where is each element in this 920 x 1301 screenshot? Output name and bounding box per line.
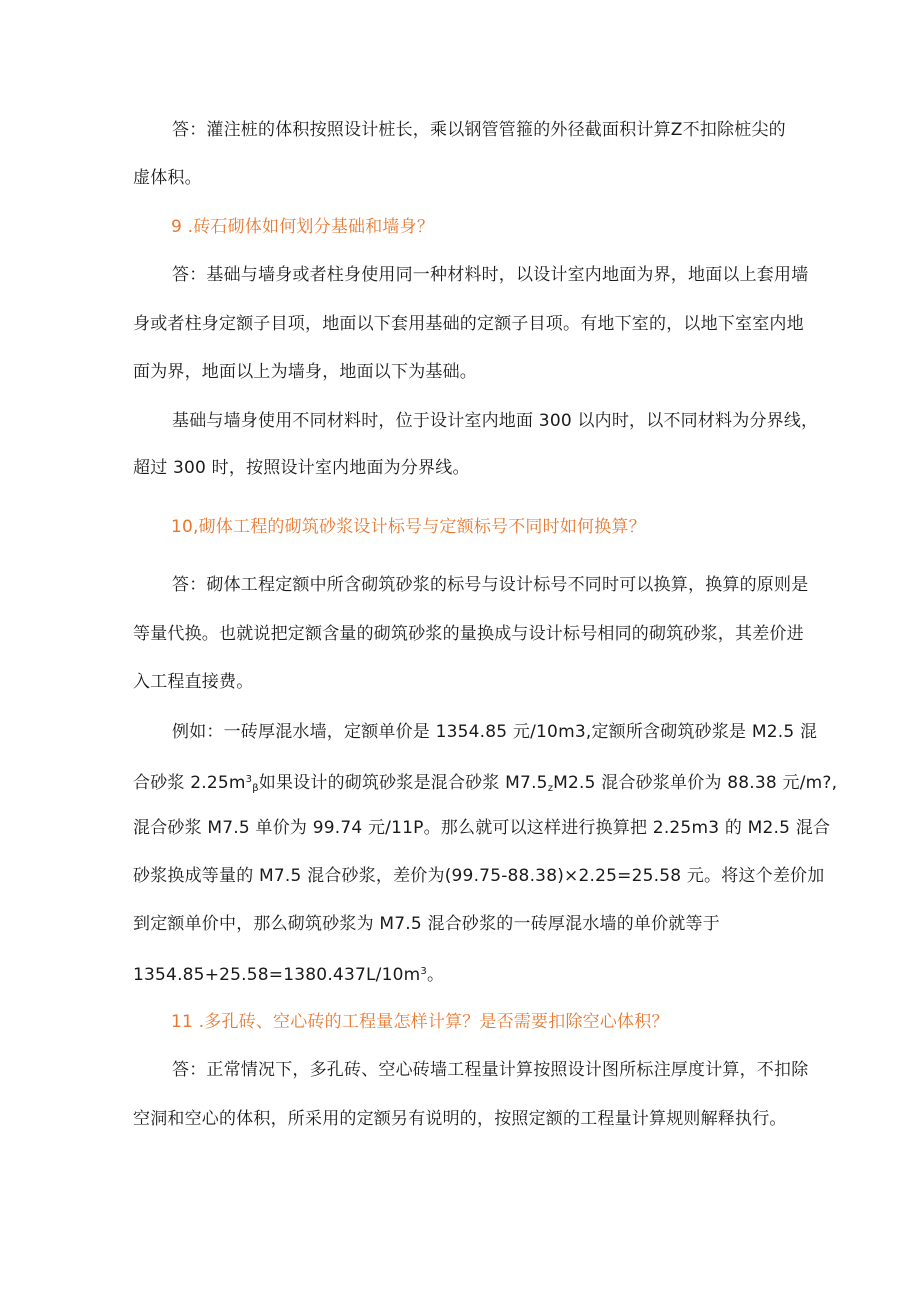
example-line-2-subscript-z: z [547,783,554,794]
example-line-2-superscript: 3 [245,774,253,785]
example-line-6 [133,960,444,987]
example-line-3: 混合砂浆 M7.5 单价为 99.74 元/11P。那么就可以这样进行换算把 2.25m3 的 M2.5 混合 [133,818,831,838]
example-line-6-part-b: 。 [426,965,445,985]
answer-9b-line-1: 基础与墙身使用不同材料时，位于设计室内地面 300 以内时，以不同材料为分界线， [172,411,819,431]
example-line-2-subscript: β [252,783,259,794]
example-line-6-part-a: 1354.85+25.58=1380.437L/10m [133,965,421,985]
answer-9b-line-2: 超过 300 时，按照设计室内地面为分界线。 [133,458,470,478]
answer-8-line-1: 答：灌注桩的体积按照设计桩长，乘以钢管管箍的外径截面积计算Z不扣除桩尖的 [172,120,786,140]
answer-8-line-2: 虚体积。 [133,168,202,188]
answer-10-line-1: 答：砌体工程定额中所含砌筑砂浆的标号与设计标号不同时可以换算，换算的原则是 [172,575,809,595]
question-11-heading: 11 .多孔砖、空心砖的工程量怎样计算？是否需要扣除空心体积？ [171,1012,669,1032]
example-line-2 [133,768,837,801]
answer-10-line-3: 入工程直接费。 [133,672,254,692]
question-9-heading: 9 .砖石砌体如何划分基础和墙身？ [171,217,435,237]
example-line-1: 例如：一砖厚混水墙，定额单价是 1354.85 元/10m3,定额所含砌筑砂浆是 M2.5 混 [172,722,818,742]
answer-11-line-2: 空洞和空心的体积，所采用的定额另有说明的，按照定额的工程量计算规则解释执行。 [133,1109,787,1129]
question-10-heading: 10,砌体工程的砌筑砂浆设计标号与定额标号不同时如何换算？ [171,517,646,537]
answer-11-line-1: 答：正常情况下，多孔砖、空心砖墙工程量计算按照设计图所标注厚度计算，不扣除 [172,1060,809,1080]
example-line-4: 砂浆换成等量的 M7.5 混合砂浆，差价为(99.75-88.38)×2.25=25.58 元。将这个差价加 [133,866,825,886]
answer-9-line-1: 答：基础与墙身或者柱身使用同一种材料时，以设计室内地面为界，地面以上套用墙 [172,265,809,285]
example-line-6-superscript: 3 [420,966,427,977]
example-line-2-part-a: 合砂浆 2.25m [133,773,246,793]
answer-9-line-3: 面为界，地面以上为墙身，地面以下为基础。 [133,362,477,382]
example-line-2-part-c: M2.5 混合砂浆单价为 88.38 元/m?, [553,773,838,793]
answer-10-line-2: 等量代换。也就说把定额含量的砌筑砂浆的量换成与设计标号相同的砌筑砂浆，其差价进 [133,624,804,644]
answer-9-line-2: 身或者柱身定额子目项，地面以下套用基础的定额子目项。有地下室的，以地下室室内地 [133,314,804,334]
example-line-5: 到定额单价中，那么砌筑砂浆为 M7.5 混合砂浆的一砖厚混水墙的单价就等于 [133,914,720,934]
example-line-2-part-b: 如果设计的砌筑砂浆是混合砂浆 M7.5 [258,773,548,793]
